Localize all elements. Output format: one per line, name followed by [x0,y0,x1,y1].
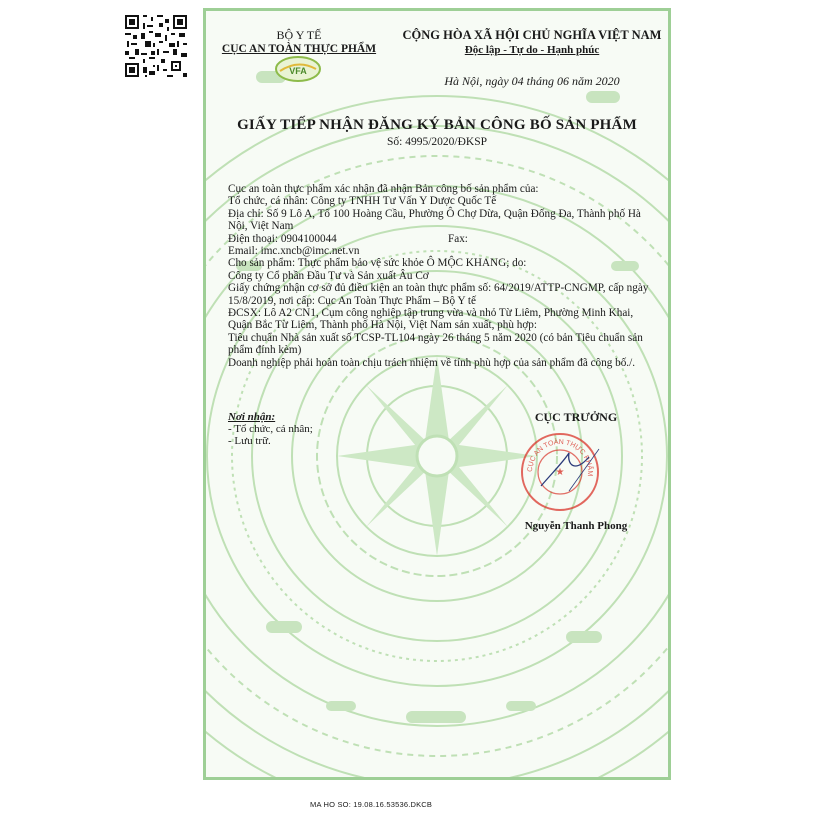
stamp-text: CỤC AN TOÀN THỰC PHẨM [526,438,594,477]
body-factory: ĐCSX: Lô A2 CN1, Cụm công nghiệp tập trung vừa và nhỏ Từ Liêm, Phường Minh Khai, Quận Bắc Từ Liêm, Thành phố Hà Nội, Việt Nam sản xuất, phù hợp: [228,307,634,332]
body-phone: Điện thoại: 0904100044 [228,232,337,245]
document-number: Số: 4995/2020/ĐKSP [386,136,487,148]
official-stamp [519,431,601,513]
issue-date: Hà Nội, ngày 04 tháng 06 năm 2020 [444,74,620,88]
ministry-name: BỘ Y TẾ [276,28,322,42]
body-standard: Tiêu chuẩn Nhà sản xuất số TCSP-TL104 ngày 26 tháng 5 năm 2020 (có bản Tiêu chuẩn sản phẩm đính kèm) [228,331,643,357]
body-org: Tổ chức, cá nhân: Công ty TNHH Tư Vấn Y Dược Quốc Tế [228,195,497,208]
issuer-block [206,28,392,56]
qr-code [123,13,189,79]
recipients-label: Nơi nhận: [228,411,276,423]
body-address: Địa chỉ: Số 9 Lô A, Tổ 100 Hoàng Cầu, Phường Ô Chợ Dừa, Quận Đống Đa, Thành phố Hà Nội, Việt Nam [228,207,641,233]
certificate-page [203,8,671,780]
vfa-logo [274,55,322,83]
recipient-item: - Lưu trữ. [228,435,271,447]
logo-text: VFA [289,66,307,76]
body-producer: Công ty Cổ phần Đầu Tư và Sản xuất Âu Cơ [228,269,429,282]
signer-name: Nguyễn Thanh Phong [524,520,628,532]
body-product: Cho sản phẩm: Thực phẩm bảo vệ sức khỏe Ô MỘC KHANG; do: [228,257,527,270]
record-code: MA HO SO: 19.08.16.53536.DKCB [310,800,433,809]
recipient-item: - Tổ chức, cá nhân; [228,423,313,435]
document-title: GIẤY TIẾP NHẬN ĐĂNG KÝ BẢN CÔNG BỐ SẢN PHẨM [237,117,637,133]
contact-row [228,233,660,245]
body-responsibility: Doanh nghiệp phải hoàn toàn chịu trách nhiệm về tính phù hợp của sản phẩm đã công bố./. [228,356,636,369]
recipients-block [228,411,368,447]
body-intro: Cục an toàn thực phẩm xác nhận đã nhận Bản công bố sản phẩm của: [228,183,539,195]
body-fax: Fax: [448,232,468,245]
republic-name: CỘNG HÒA XÃ HỘI CHỦ NGHĨA VIỆT NAM [402,28,662,42]
signer-title: CỤC TRƯỞNG [534,410,618,424]
document-body [228,183,660,369]
department-name: CỤC AN TOÀN THỰC PHẨM [221,43,377,55]
body-certificate: Giấy chứng nhận cơ sở đủ điều kiện an toàn thực phẩm số: 64/2019/ATTP-CNGMP, cấp ngày 15/8/2019, nơi cấp: Cục An Toàn Thực Phẩm – Bộ Y tế [228,282,649,307]
svg-text:★: ★ [555,467,565,478]
republic-block [392,28,671,58]
national-motto: Độc lập - Tự do - Hạnh phúc [464,44,600,56]
body-email: Email: imc.xncb@imc.net.vn [228,245,360,258]
